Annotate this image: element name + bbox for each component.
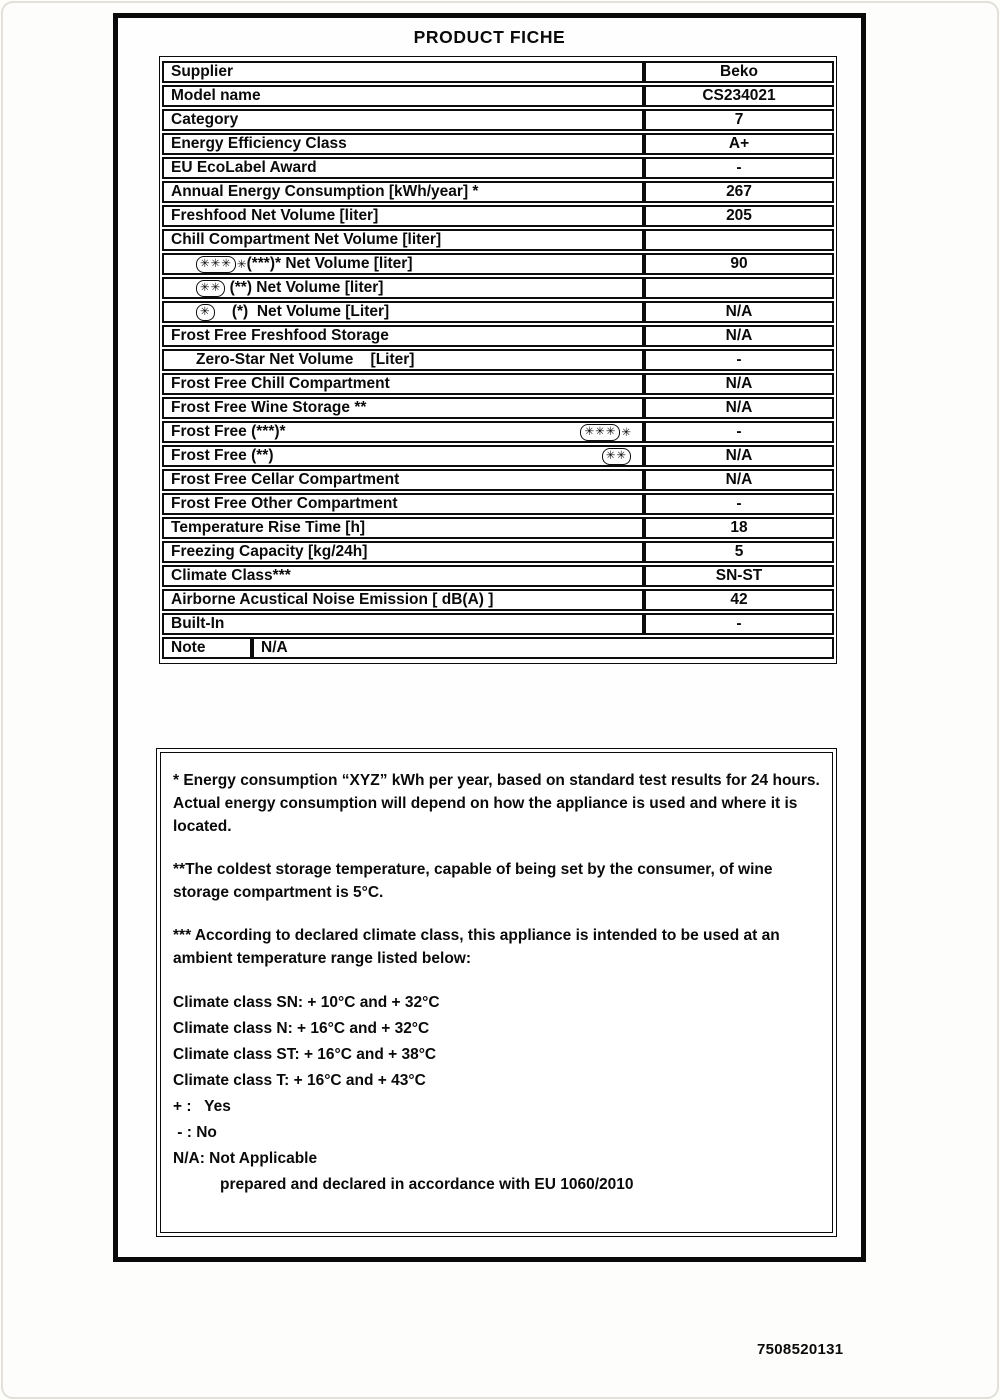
page-title: PRODUCT FICHE	[413, 27, 566, 47]
row-value: N/A	[644, 397, 834, 419]
table-cell-label	[162, 613, 644, 635]
table-cell-label	[162, 565, 644, 587]
table-row	[162, 61, 834, 83]
row-label: Built-In	[171, 615, 225, 632]
table-row	[162, 85, 834, 107]
table-row	[162, 133, 834, 155]
table-cell-label	[162, 493, 644, 515]
row-value: N/A	[644, 325, 834, 347]
table-cell-label	[162, 205, 644, 227]
legend-line: + : Yes	[173, 1098, 231, 1115]
row-label: EU EcoLabel Award	[171, 159, 317, 176]
row-label: Frost Free Chill Compartment	[171, 375, 390, 392]
row-label: Climate Class***	[171, 567, 291, 584]
row-value: SN-ST	[644, 565, 834, 587]
freezer-star-rating-icon: ✳✳✳ ✳	[196, 256, 247, 273]
row-label: (**) Net Volume [liter]	[225, 279, 384, 296]
table-row-note	[162, 637, 834, 659]
table-row	[162, 541, 834, 563]
table-row	[162, 229, 834, 251]
row-label: Frost Free (***)*	[171, 423, 286, 440]
footnote-energy: * Energy consumption “XYZ” kWh per year, based on standard test results for 24 hours. Actual energy consumption will depend on how the appliance is used and where it is located.	[173, 772, 824, 835]
freezer-star-rating-icon: ✳✳	[196, 280, 225, 297]
table-row	[162, 565, 834, 587]
table-cell-label	[162, 157, 644, 179]
table-row	[162, 493, 834, 515]
table-row	[162, 277, 834, 299]
footnote-wine: **The coldest storage temperature, capable of being set by the consumer, of wine storage compartment is 5°C.	[173, 861, 777, 901]
table-row	[162, 109, 834, 131]
table-cell-label	[162, 181, 644, 203]
row-label: Frost Free Other Compartment	[171, 495, 398, 512]
row-label: Frost Free Freshfood Storage	[171, 327, 389, 344]
row-label: Zero-Star Net Volume [Liter]	[196, 351, 415, 368]
table-cell-label	[162, 421, 644, 443]
footnotes-content	[160, 752, 833, 1233]
row-label: Freshfood Net Volume [liter]	[171, 207, 379, 224]
row-value: Beko	[644, 61, 834, 83]
table-row	[162, 613, 834, 635]
table-row	[162, 589, 834, 611]
row-label: Temperature Rise Time [h]	[171, 519, 366, 536]
row-value	[644, 277, 834, 299]
document-code: 7508520131	[757, 1341, 844, 1358]
table-cell-label	[162, 301, 644, 323]
climate-class-line: Climate class N: + 16°C and + 32°C	[173, 1020, 430, 1037]
row-value: -	[644, 157, 834, 179]
row-value: 205	[644, 205, 834, 227]
table-row	[162, 301, 834, 323]
spec-table	[159, 56, 837, 664]
row-value: 42	[644, 589, 834, 611]
table-cell-label	[162, 109, 644, 131]
table-cell-label	[162, 325, 644, 347]
product-fiche-page	[113, 13, 866, 1262]
row-value: 18	[644, 517, 834, 539]
table-row	[162, 205, 834, 227]
row-value: 7	[644, 109, 834, 131]
table-cell-label	[162, 445, 644, 467]
climate-class-line: Climate class T: + 16°C and + 43°C	[173, 1072, 426, 1089]
table-row	[162, 421, 834, 443]
legend-line: - : No	[173, 1124, 217, 1141]
table-cell-label	[162, 61, 644, 83]
table-row	[162, 181, 834, 203]
legend-list	[173, 1094, 822, 1172]
table-cell-label	[162, 277, 644, 299]
table-row	[162, 373, 834, 395]
note-label: Note	[162, 637, 252, 659]
table-row	[162, 253, 834, 275]
row-value	[644, 229, 834, 251]
row-label: Frost Free Cellar Compartment	[171, 471, 400, 488]
table-cell-label	[162, 469, 644, 491]
freezer-star-rating-icon: ✳✳	[602, 448, 631, 465]
row-value: 267	[644, 181, 834, 203]
row-value: N/A	[644, 373, 834, 395]
row-label: Chill Compartment Net Volume [liter]	[171, 231, 442, 248]
footnotes-box	[156, 748, 837, 1237]
row-value: N/A	[644, 469, 834, 491]
row-label: Freezing Capacity [kg/24h]	[171, 543, 368, 560]
table-row	[162, 469, 834, 491]
climate-class-list	[173, 990, 822, 1094]
freezer-star-rating-icon: ✳✳✳ ✳	[580, 424, 631, 441]
row-value: 90	[644, 253, 834, 275]
row-value: -	[644, 493, 834, 515]
table-cell-label	[162, 541, 644, 563]
row-label: Airborne Acustical Noise Emission [ dB(A) ]	[171, 591, 494, 608]
row-value: N/A	[644, 445, 834, 467]
freezer-star-rating-icon: ✳	[196, 304, 215, 321]
table-row	[162, 325, 834, 347]
legend-line: N/A: Not Applicable	[173, 1150, 318, 1167]
row-value: -	[644, 421, 834, 443]
row-label: (*) Net Volume [Liter]	[214, 303, 390, 320]
climate-class-line: Climate class ST: + 16°C and + 38°C	[173, 1046, 437, 1063]
table-cell-label	[162, 253, 644, 275]
row-value: 5	[644, 541, 834, 563]
table-row	[162, 157, 834, 179]
row-value: CS234021	[644, 85, 834, 107]
row-label: Energy Efficiency Class	[171, 135, 347, 152]
table-cell-label	[162, 397, 644, 419]
table-cell-label	[162, 373, 644, 395]
row-label: Model name	[171, 87, 261, 104]
row-value: -	[644, 349, 834, 371]
compliance-line: prepared and declared in accordance with EU 1060/2010	[220, 1176, 634, 1193]
climate-class-line: Climate class SN: + 10°C and + 32°C	[173, 994, 440, 1011]
table-cell-label	[162, 349, 644, 371]
table-row	[162, 397, 834, 419]
table-row	[162, 445, 834, 467]
row-value: N/A	[644, 301, 834, 323]
row-label: Annual Energy Consumption [kWh/year] *	[171, 183, 479, 200]
row-label: Supplier	[171, 63, 234, 80]
row-value: -	[644, 613, 834, 635]
note-value: N/A	[252, 637, 834, 659]
row-label: (***)* Net Volume [liter]	[246, 255, 413, 272]
table-row	[162, 517, 834, 539]
table-cell-label	[162, 517, 644, 539]
row-label: Category	[171, 111, 239, 128]
row-label: Frost Free (**)	[171, 447, 274, 464]
table-cell-label	[162, 133, 644, 155]
footnote-climate-intro: *** According to declared climate class, this appliance is intended to be used at an ambient temperature range listed below:	[173, 927, 784, 967]
row-label: Frost Free Wine Storage **	[171, 399, 367, 416]
table-cell-label	[162, 85, 644, 107]
table-cell-label	[162, 589, 644, 611]
table-cell-label	[162, 229, 644, 251]
table-row	[162, 349, 834, 371]
row-value: A+	[644, 133, 834, 155]
